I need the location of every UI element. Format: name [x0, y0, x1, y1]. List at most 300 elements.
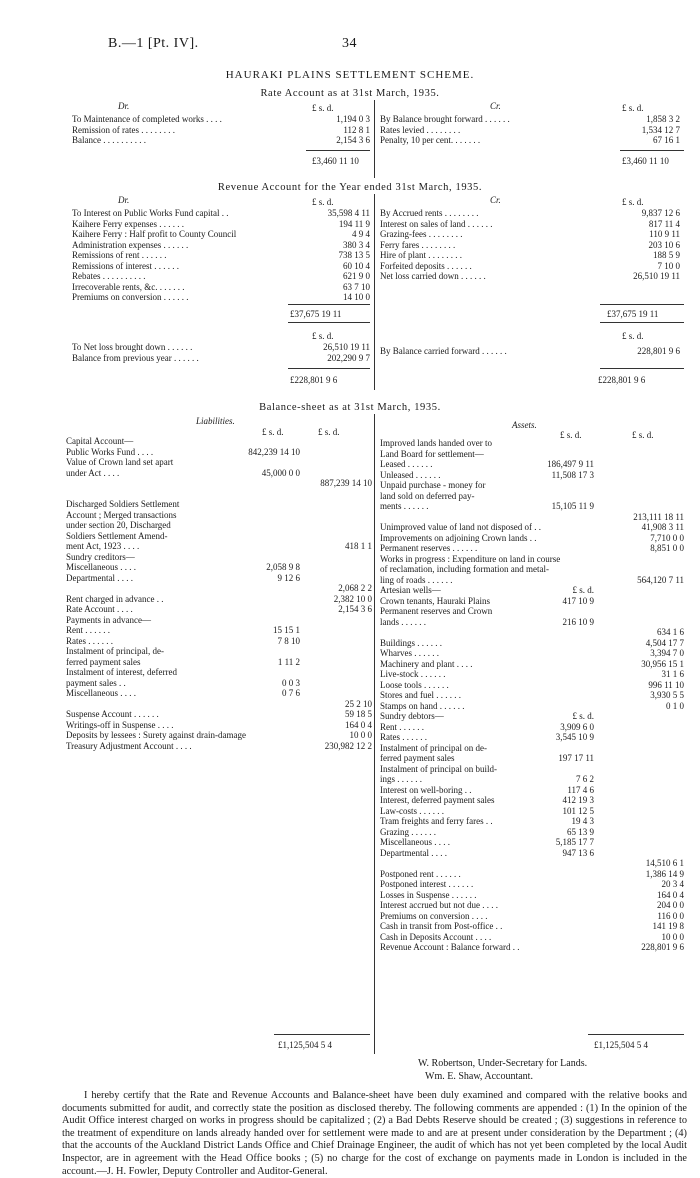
liability-row-label: Writings-off in Suspense . . . .: [66, 719, 174, 730]
asset-row: [380, 554, 684, 565]
asset-row-inner-amount: 7 6 2: [576, 774, 594, 784]
liability-row-label: Payments in advance—: [66, 614, 151, 625]
asset-row-outer-amount: 204 0 0: [657, 900, 684, 910]
asset-row-label: Improvements on adjoining Crown lands . .: [380, 532, 537, 543]
rate-dr-row-label: To Maintenance of completed works . . . .: [72, 114, 222, 124]
revenue-dr-row: [72, 271, 370, 282]
liability-row-label: Sundry creditors—: [66, 551, 135, 562]
liability-row: [66, 604, 372, 615]
revenue-cr-row-label: Hire of plant . . . . . . . .: [380, 250, 462, 260]
asset-row: [380, 512, 684, 523]
revenue-cr-row-label: Forfeited deposits . . . . . .: [380, 260, 472, 271]
asset-row-label: Law-costs . . . . . .: [380, 805, 444, 816]
asset-row: [380, 806, 684, 817]
asset-row-label: Live-stock . . . . . .: [380, 669, 446, 679]
rate-cr-row-amt-amount: 1,858 3 2: [646, 114, 680, 124]
asset-row-label: Instalment of principal on de-: [380, 742, 487, 753]
asset-row: [380, 491, 684, 502]
liability-row-inner-amount: 9 12 6: [277, 572, 300, 583]
rate-dr-row-amt-amount: 112 8 1: [343, 124, 370, 135]
liability-row-label: under section 20, Discharged: [66, 520, 171, 530]
liability-row-label: Rent . . . . . .: [66, 625, 110, 635]
liability-row: [66, 436, 372, 447]
asset-row-inner-amount: 11,508 17 3: [551, 469, 594, 480]
asset-row-label: Loose tools . . . . . .: [380, 679, 449, 690]
liability-row: [66, 489, 372, 500]
asset-row-inner-amount: 101 12 5: [562, 805, 594, 816]
asset-row-inner-amount: 417 10 9: [562, 595, 594, 606]
liability-row: [66, 657, 372, 668]
revenue-dr-row-label: Kaihere Ferry expenses . . . . . .: [72, 218, 184, 229]
revenue-dr-row-amt-amount: 621 9 0: [343, 271, 370, 281]
liability-row-inner-amount: 2,058 9 8: [266, 562, 300, 572]
rate-dr-row-label: Balance . . . . . . . . . .: [72, 135, 146, 145]
asset-row-label: Land Board for settlement—: [380, 448, 484, 459]
asset-row: [380, 659, 684, 670]
liability-row: [66, 720, 372, 731]
liability-row-label: Account ; Merged transactions: [66, 509, 177, 520]
asset-row-label: Rates . . . . . .: [380, 732, 427, 742]
asset-row-label: Buildings . . . . . .: [380, 637, 443, 648]
asset-row-inner-amount: 65 13 9: [567, 826, 594, 837]
revenue-dr-row-label: To Interest on Public Works Fund capital . .: [72, 208, 229, 218]
liability-row: [66, 688, 372, 699]
revenue-cr-row: [380, 261, 680, 272]
asset-row: [380, 753, 684, 764]
rate-dr-row: [72, 135, 370, 146]
asset-row-label: Permanent reserves . . . . . .: [380, 543, 478, 553]
revenue-cr-rule: [600, 304, 684, 305]
revenue-dr-row-label: Administration expenses . . . . . .: [72, 239, 189, 250]
rate-cr-row: [380, 114, 680, 125]
liability-row: [66, 615, 372, 626]
rate-dr-rule: [306, 150, 370, 151]
revenue-dr-money-header-2: £ s. d.: [312, 331, 334, 341]
liability-row-outer-amount: 59 18 5: [345, 709, 372, 719]
liability-row: [66, 730, 372, 741]
asset-row: [380, 648, 684, 659]
rate-cr-total: £3,460 11 10: [622, 156, 669, 166]
asset-row-label: Works in progress : Expenditure on land in course: [380, 553, 561, 564]
asset-row: [380, 522, 684, 533]
asset-row: [380, 911, 684, 922]
assets-label: Assets.: [512, 420, 537, 430]
asset-row: [380, 774, 684, 785]
asset-row: [380, 848, 684, 859]
asset-row: [380, 900, 684, 911]
asset-row: [380, 596, 684, 607]
asset-row-label: Unimproved value of land not disposed of . .: [380, 522, 541, 532]
revenue-cr-row: [380, 346, 680, 357]
asset-row: [380, 795, 684, 806]
asset-inner-money-header: £ s. d.: [560, 430, 582, 440]
rate-cr-row-amt-amount: 1,534 12 7: [641, 124, 680, 135]
audit-certificate: I hereby certify that the Rate and Revenue Accounts and Balance-sheet have been duly examined and compared with the relative books and documents submitted for audit, and correctly state the position as disclosed thereby. The following comments are appended : (1) In the opinion of the Audit Office interest charged on works in progress should be capitalized ; (2) a Bad Debts Reserve should be created ; (3) suggestions in reference to the treatment of expenditure on lands already handed over for settlement were made to and are at present under consideration by the Department ; (4) that the accounts of the Auckland District Lands Office and Chief Drainage Engineer, the audit of which has not yet been completed by the local Audit Inspector, are in agreement with the Head Office books ; (5) no charge for the cost of exchange on payments made in London is included in the account.—J. H. Fowler, Deputy Controller and Auditor-General.: [62, 1090, 687, 1177]
revenue-dr-row: [72, 219, 370, 230]
liabilities-label: Liabilities.: [196, 416, 235, 426]
revenue-dr-row: [72, 282, 370, 293]
asset-row-label: Improved lands handed over to: [380, 438, 492, 448]
asset-row-label: ferred payment sales: [380, 753, 455, 763]
liability-row: [66, 646, 372, 657]
asset-row: [380, 480, 684, 491]
revenue-dr-list-2: [72, 342, 370, 363]
assets-total-rule: [588, 1034, 684, 1035]
revenue-divider: [374, 194, 375, 390]
revenue-dr-row-label: Rebates . . . . . . . . . .: [72, 271, 146, 281]
asset-row-inner-amount: £ s. d.: [572, 711, 594, 721]
asset-row: [380, 543, 684, 554]
asset-row: [380, 575, 684, 586]
liability-row-outer-amount: 887,239 14 10: [320, 478, 372, 488]
revenue-cr-row: [380, 208, 680, 219]
asset-row-label: Wharves . . . . . .: [380, 648, 439, 658]
asset-row: [380, 669, 684, 680]
revenue-dr-row: [72, 250, 370, 261]
liability-row-label: Value of Crown land set apart: [66, 457, 174, 467]
revenue-cr-label: Cr.: [490, 195, 501, 205]
revenue-cr-row: [380, 219, 680, 230]
asset-row-inner-amount: 15,105 11 9: [551, 501, 594, 511]
asset-row: [380, 501, 684, 512]
liability-row: [66, 594, 372, 605]
asset-row-outer-amount: 1,386 14 9: [645, 868, 684, 879]
liabilities-total: £1,125,504 5 4: [278, 1040, 332, 1050]
revenue-dr-row: [72, 229, 370, 240]
liability-row: [66, 573, 372, 584]
asset-row-outer-amount: 141 19 8: [652, 921, 684, 931]
asset-row-label: ings . . . . . .: [380, 774, 423, 784]
rate-dr-label: Dr.: [118, 101, 130, 111]
asset-row-label: Interest, deferred payment sales: [380, 795, 495, 805]
revenue-dr-row-label: To Net loss brought down . . . . . .: [72, 342, 193, 352]
rate-dr-money-header: £ s. d.: [312, 103, 334, 113]
asset-row-inner-amount: 197 17 11: [558, 753, 594, 763]
asset-row: [380, 438, 684, 449]
revenue-cr-total-2: £228,801 9 6: [598, 375, 646, 385]
liability-row-outer-amount: 10 0 0: [349, 730, 372, 740]
liability-row-outer-amount: 164 0 4: [345, 719, 372, 730]
asset-row-label: Stores and fuel . . . . . .: [380, 690, 461, 700]
asset-row-outer-amount: 20 3 4: [661, 879, 684, 889]
asset-row-inner-amount: 186,497 9 11: [547, 459, 594, 469]
revenue-dr-row-amt-amount: 202,290 9 7: [327, 352, 370, 363]
assets-total: £1,125,504 5 4: [594, 1040, 648, 1050]
revenue-cr-row-label: Ferry fares . . . . . . . .: [380, 239, 456, 250]
asset-row: [380, 617, 684, 628]
liability-row-outer-amount: 2,382 10 0: [333, 593, 372, 604]
asset-row-label: Revenue Account : Balance forward . .: [380, 942, 520, 952]
revenue-dr-row-amt-amount: 380 3 4: [343, 239, 370, 250]
liability-row-outer-amount: 2,154 3 6: [338, 604, 372, 614]
asset-row-label: ling of roads . . . . . .: [380, 574, 453, 585]
revenue-cr-row-label: By Accrued rents . . . . . . . .: [380, 208, 479, 218]
asset-row: [380, 627, 684, 638]
revenue-dr-row-label: Remissions of rent . . . . . .: [72, 250, 167, 260]
asset-row: [380, 869, 684, 880]
liability-row-inner-amount: 45,000 0 0: [261, 467, 300, 478]
asset-row-label: Machinery and plant . . . .: [380, 658, 473, 669]
liability-row: [66, 552, 372, 563]
revenue-dr-label: Dr.: [118, 195, 130, 205]
liability-row-label: Instalment of interest, deferred: [66, 667, 177, 677]
liab-inner-money-header: £ s. d.: [262, 427, 284, 437]
revenue-account-heading: Revenue Account for the Year ended 31st March, 1935.: [217, 182, 483, 193]
revenue-cr-row: [380, 271, 680, 282]
asset-row-label: Instalment of principal on build-: [380, 763, 497, 774]
liability-row: [66, 678, 372, 689]
asset-row: [380, 606, 684, 617]
revenue-dr-rule-2: [288, 322, 370, 323]
liability-row-inner-amount: 0 0 3: [282, 677, 300, 688]
rate-cr-list: [380, 114, 680, 146]
liability-row-label: Instalment of principal, de-: [66, 646, 164, 656]
revenue-cr-row-amt-amount: 188 5 9: [653, 250, 680, 260]
asset-row-outer-amount: 10 0 0: [661, 931, 684, 942]
revenue-dr-rule-3: [288, 368, 370, 369]
asset-row-label: Sundry debtors—: [380, 711, 444, 721]
liability-row-label: Rates . . . . . .: [66, 635, 113, 646]
asset-row-label: of reclamation, including formation and metal-: [380, 564, 549, 574]
liab-total-rule: [274, 1034, 370, 1035]
revenue-dr-row-amt-amount: 194 11 9: [338, 218, 370, 229]
rate-cr-money-header: £ s. d.: [622, 103, 644, 113]
revenue-cr-rule-3: [600, 368, 684, 369]
liability-row-label: Public Works Fund . . . .: [66, 446, 154, 457]
liability-row-label: Miscellaneous . . . .: [66, 562, 136, 572]
asset-row-label: Rent . . . . . .: [380, 721, 424, 732]
liability-row: [66, 636, 372, 647]
asset-row-label: Departmental . . . .: [380, 847, 447, 858]
asset-row: [380, 680, 684, 691]
revenue-dr-row-amt-amount: 60 10 4: [343, 260, 370, 271]
liability-row-inner-amount: 7 8 10: [277, 635, 300, 646]
revenue-cr-list: [380, 208, 680, 282]
liability-row-label: under Act . . . .: [66, 467, 120, 478]
asset-row: [380, 879, 684, 890]
liability-row: [66, 520, 372, 531]
revenue-cr-row-amt-amount: 817 11 4: [648, 218, 680, 229]
revenue-dr-row-label: Irrecoverable rents, &c. . . . . . .: [72, 281, 185, 292]
liability-row-inner-amount: 15 15 1: [273, 625, 300, 635]
liability-row: [66, 562, 372, 573]
liability-row: [66, 709, 372, 720]
revenue-dr-row-label: Premiums on conversion . . . . . .: [72, 292, 189, 302]
liability-row: [66, 457, 372, 468]
asset-row-outer-amount: 4,504 17 7: [645, 637, 684, 648]
asset-row: [380, 585, 684, 596]
asset-row-inner-amount: 947 13 6: [562, 847, 594, 858]
asset-row-inner-amount: 19 4 3: [571, 816, 594, 826]
asset-row: [380, 921, 684, 932]
asset-row-outer-amount: 634 1 6: [657, 627, 684, 637]
asset-row-label: Cash in transit from Post-office . .: [380, 921, 503, 931]
liability-row: [66, 699, 372, 710]
liability-row-label: ferred payment sales: [66, 656, 141, 667]
asset-row-label: Leased . . . . . .: [380, 459, 433, 469]
signature-accountant: Wm. E. Shaw, Accountant.: [425, 1071, 533, 1082]
revenue-cr-row-amt-amount: 9,837 12 6: [641, 208, 680, 218]
revenue-cr-row-label: Grazing-fees . . . . . . . .: [380, 229, 463, 239]
rate-cr-label: Cr.: [490, 101, 501, 111]
asset-row-outer-amount: 30,956 15 1: [641, 658, 684, 669]
liability-row: [66, 667, 372, 678]
asset-row-outer-amount: 116 0 0: [657, 910, 684, 921]
asset-row: [380, 858, 684, 869]
asset-row-label: Postponed interest . . . . . .: [380, 879, 474, 889]
asset-row-outer-amount: 7,710 0 0: [650, 532, 684, 543]
rate-cr-row-amt-amount: 67 16 1: [653, 135, 680, 145]
revenue-dr-row-amt-amount: 738 13 5: [338, 250, 370, 260]
asset-row: [380, 533, 684, 544]
balance-sheet-heading: Balance-sheet as at 31st March, 1935.: [259, 402, 441, 413]
rate-cr-row-label: Rates levied . . . . . . . .: [380, 124, 461, 135]
liabilities-list: [66, 436, 372, 751]
running-header: B.—1 [Pt. IV].: [108, 36, 199, 51]
asset-row: [380, 711, 684, 722]
asset-row-inner-amount: 3,909 6 0: [560, 721, 594, 732]
revenue-cr-row: [380, 250, 680, 261]
asset-row-outer-amount: 564,120 7 11: [637, 574, 684, 585]
revenue-dr-row-amt-amount: 35,598 4 11: [327, 208, 370, 218]
liability-row-inner-amount: 1 11 2: [277, 656, 300, 667]
liability-row-outer-amount: 2,068 2 2: [338, 583, 372, 593]
revenue-cr-row-amt-amount: 228,801 9 6: [637, 346, 680, 356]
liability-row: [66, 468, 372, 479]
revenue-cr-row-label: Interest on sales of land . . . . . .: [380, 218, 493, 229]
asset-row-outer-amount: 8,851 0 0: [650, 543, 684, 553]
rate-cr-row: [380, 125, 680, 136]
rate-divider: [374, 100, 375, 178]
asset-row: [380, 932, 684, 943]
rate-account-heading: Rate Account as at 31st March, 1935.: [260, 88, 440, 99]
asset-row-outer-amount: 31 1 6: [661, 669, 684, 679]
asset-row-outer-amount: 0 1 0: [666, 700, 684, 711]
revenue-dr-row: [72, 240, 370, 251]
asset-row-label: Unleased . . . . . .: [380, 469, 441, 480]
asset-row-outer-amount: 164 0 4: [657, 889, 684, 900]
page-number: 34: [342, 36, 357, 51]
liability-row-label: Deposits by lessees : Surety against drain-damage: [66, 730, 246, 740]
rate-dr-row: [72, 125, 370, 136]
liability-row: [66, 583, 372, 594]
liability-row: [66, 447, 372, 458]
liability-row: [66, 541, 372, 552]
revenue-dr-row-amt-amount: 4 9 4: [352, 229, 370, 239]
asset-row-label: Interest on well-boring . .: [380, 784, 472, 795]
revenue-cr-row-label: By Balance carried forward . . . . . .: [380, 346, 507, 356]
liability-row-inner-amount: 0 7 6: [282, 688, 300, 698]
revenue-dr-rule: [288, 304, 370, 305]
asset-row: [380, 732, 684, 743]
revenue-cr-row-amt-amount: 26,510 19 11: [633, 271, 680, 281]
revenue-dr-row: [72, 353, 370, 364]
revenue-dr-row-label: Remissions of interest . . . . . .: [72, 260, 179, 271]
liability-row-label: payment sales . .: [66, 677, 126, 688]
liability-row-label: ment Act, 1923 . . . .: [66, 541, 140, 551]
revenue-cr-row-amt-amount: 7 10 0: [657, 260, 680, 271]
asset-row: [380, 690, 684, 701]
rate-dr-list: [72, 114, 370, 146]
liability-row: [66, 625, 372, 636]
revenue-cr-row: [380, 240, 680, 251]
revenue-dr-total: £37,675 19 11: [290, 309, 342, 319]
asset-row-label: land sold on deferred pay-: [380, 490, 475, 501]
rate-cr-row-label: By Balance brought forward . . . . . .: [380, 114, 510, 124]
liability-row-label: Departmental . . . .: [66, 572, 133, 583]
revenue-cr-money-header: £ s. d.: [622, 197, 644, 207]
asset-row-label: Crown tenants, Hauraki Plains: [380, 595, 490, 606]
liability-row-label: Miscellaneous . . . .: [66, 688, 136, 698]
liability-row-outer-amount: 230,982 12 2: [324, 740, 372, 751]
liability-row-label: Discharged Soldiers Settlement: [66, 499, 180, 509]
asset-row-label: Artesian wells—: [380, 585, 441, 595]
revenue-cr-total: £37,675 19 11: [607, 309, 659, 319]
asset-row: [380, 564, 684, 575]
asset-row-inner-amount: 5,185 17 7: [555, 837, 594, 847]
asset-row: [380, 785, 684, 796]
asset-row: [380, 816, 684, 827]
revenue-cr-list-2: [380, 346, 680, 357]
asset-row: [380, 837, 684, 848]
asset-row: [380, 638, 684, 649]
asset-row-outer-amount: 228,801 9 6: [641, 942, 684, 952]
liability-row-label: Rent charged in advance . .: [66, 593, 164, 604]
liability-row: [66, 478, 372, 489]
revenue-dr-row: [72, 342, 370, 353]
revenue-cr-row-label: Net loss carried down . . . . . .: [380, 271, 486, 281]
revenue-cr-rule-2: [600, 322, 684, 323]
liab-outer-money-header: £ s. d.: [318, 427, 340, 437]
asset-row-label: Postponed rent . . . . . .: [380, 868, 461, 879]
balance-divider: [374, 414, 375, 1054]
asset-row-outer-amount: 996 11 10: [648, 679, 684, 690]
rate-dr-row-amt-amount: 2,154 3 6: [336, 135, 370, 145]
asset-row: [380, 459, 684, 470]
revenue-cr-money-header-2: £ s. d.: [622, 331, 644, 341]
revenue-dr-row-label: Kaihere Ferry : Half profit to County Council: [72, 229, 237, 239]
asset-row-label: Permanent reserves and Crown: [380, 606, 493, 616]
asset-row-outer-amount: 213,111 18 11: [633, 511, 684, 522]
asset-row-outer-amount: 14,510 6 1: [645, 858, 684, 868]
liability-row-inner-amount: 842,239 14 10: [248, 446, 300, 457]
asset-row-label: Cash in Deposits Account . . . .: [380, 931, 492, 942]
liability-row: [66, 531, 372, 542]
rate-cr-row-label: Penalty, 10 per cent. . . . . . .: [380, 135, 481, 145]
rate-dr-row-amt-amount: 1,194 0 3: [336, 114, 370, 124]
rate-dr-total: £3,460 11 10: [312, 156, 359, 166]
asset-row: [380, 722, 684, 733]
asset-row-inner-amount: 3,545 10 9: [555, 732, 594, 742]
asset-row: [380, 827, 684, 838]
asset-row: [380, 942, 684, 953]
rate-cr-row: [380, 135, 680, 146]
asset-row: [380, 449, 684, 460]
asset-outer-money-header: £ s. d.: [632, 430, 654, 440]
assets-list: [380, 438, 684, 953]
revenue-dr-row-amt-amount: 14 10 0: [343, 292, 370, 302]
document-title: HAURAKI PLAINS SETTLEMENT SCHEME.: [225, 69, 475, 81]
liability-row-outer-amount: 25 2 10: [345, 698, 372, 709]
asset-row-label: Miscellaneous . . . .: [380, 837, 450, 847]
asset-row-label: ments . . . . . .: [380, 501, 429, 511]
asset-row: [380, 764, 684, 775]
asset-row-label: Unpaid purchase - money for: [380, 480, 486, 490]
revenue-dr-list: [72, 208, 370, 303]
asset-row: [380, 470, 684, 481]
revenue-dr-row-amt-amount: 26,510 19 11: [323, 342, 370, 352]
liability-row-label: Rate Account . . . .: [66, 604, 133, 614]
